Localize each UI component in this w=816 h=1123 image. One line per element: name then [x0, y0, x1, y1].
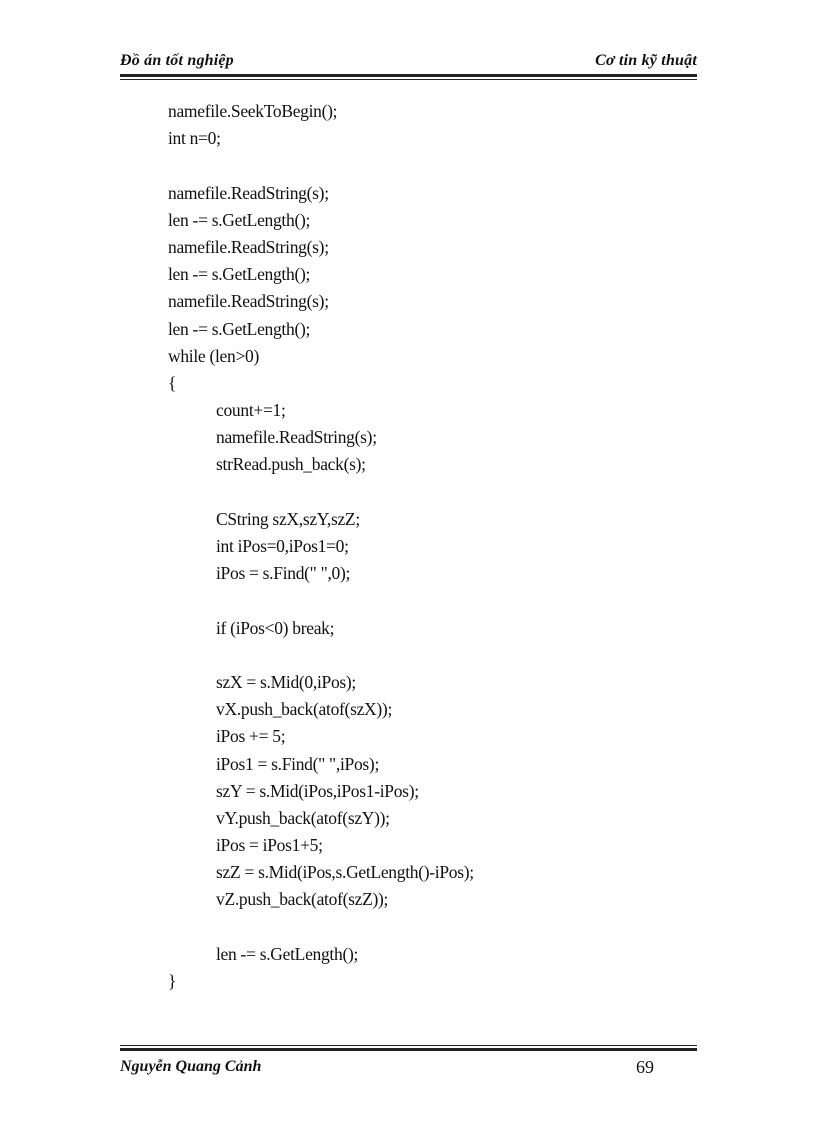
code-blank-line [168, 152, 474, 179]
code-line: { [168, 372, 177, 393]
code-line: count+=1; [216, 400, 286, 421]
code-line: iPos = s.Find(" ",0); [216, 563, 351, 584]
code-line: len -= s.GetLength(); [168, 209, 311, 230]
header-subject: Cơ tin kỹ thuật [595, 52, 697, 69]
code-line: namefile.ReadString(s); [168, 182, 329, 203]
code-line: szY = s.Mid(iPos,iPos1-iPos); [216, 780, 419, 801]
code-line: } [168, 971, 177, 991]
code-line: int n=0; [168, 128, 221, 149]
footer-rule-thin [120, 1045, 697, 1046]
page-header [120, 50, 697, 76]
code-line: namefile.ReadString(s); [168, 291, 329, 312]
code-line: iPos = iPos1+5; [216, 835, 323, 856]
code-blank-line [168, 642, 474, 669]
code-line: len -= s.GetLength(); [168, 264, 311, 285]
code-line: szX = s.Mid(0,iPos); [216, 671, 356, 692]
page-footer [120, 1056, 697, 1082]
code-line: vY.push_back(atof(szY)); [216, 807, 390, 828]
code-line: szZ = s.Mid(iPos,s.GetLength()-iPos); [216, 862, 474, 883]
code-line: len -= s.GetLength(); [216, 943, 359, 964]
code-line: int iPos=0,iPos1=0; [216, 536, 349, 556]
code-line: while (len>0) [168, 345, 260, 366]
code-line: vX.push_back(atof(szX)); [216, 699, 393, 720]
code-line: len -= s.GetLength(); [168, 318, 311, 339]
footer-rule-thick [120, 1048, 697, 1051]
code-line: namefile.ReadString(s); [168, 236, 329, 257]
code-blank-line [168, 914, 474, 941]
code-line: if (iPos<0) break; [216, 617, 335, 638]
code-line: vZ.push_back(atof(szZ)); [216, 889, 389, 910]
code-line: iPos += 5; [216, 726, 286, 747]
footer-author: Nguyễn Quang Cảnh [120, 1058, 262, 1075]
header-rule-thick [120, 74, 697, 77]
page-number: 69 [636, 1057, 654, 1077]
header-rule-thin [120, 79, 697, 80]
code-line: strRead.push_back(s); [216, 454, 366, 475]
code-line: namefile.ReadString(s); [216, 427, 377, 448]
header-document-title: Đồ án tốt nghiệp [120, 52, 234, 69]
code-blank-line [168, 479, 474, 506]
code-line: namefile.SeekToBegin(); [168, 101, 338, 121]
code-listing [168, 98, 474, 995]
code-line: iPos1 = s.Find(" ",iPos); [216, 753, 380, 774]
code-blank-line [168, 587, 474, 614]
code-line: CString szX,szY,szZ; [216, 508, 360, 529]
